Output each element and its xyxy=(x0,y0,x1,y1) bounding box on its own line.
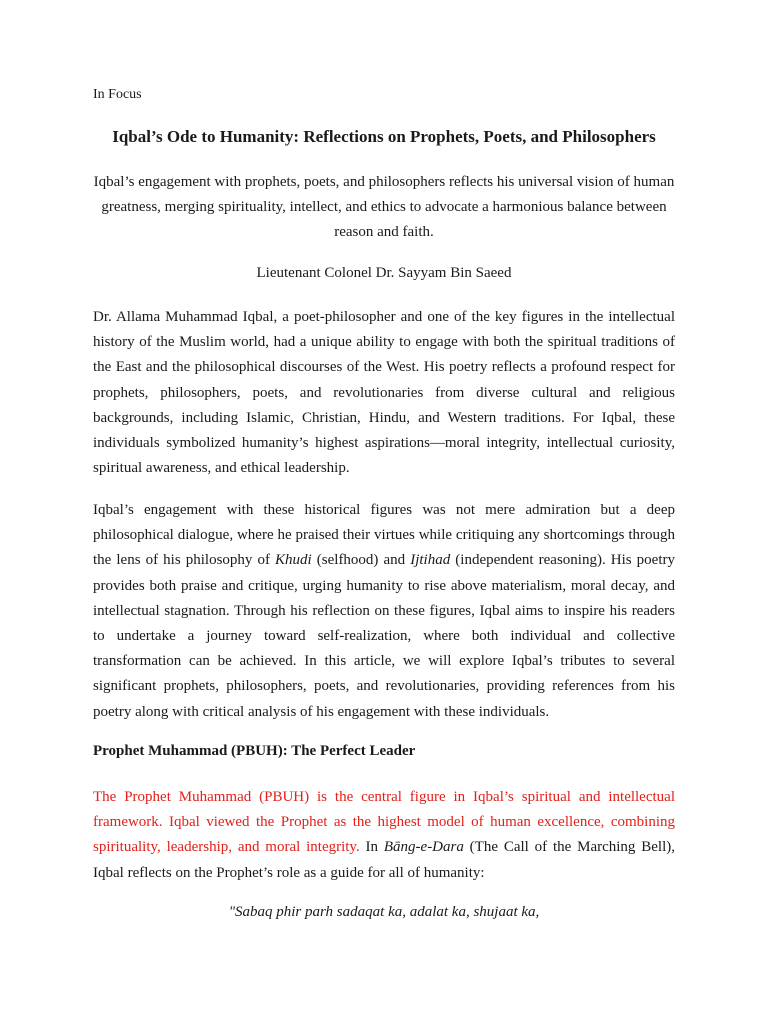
paragraph-text: Iqbal’s engagement with these historical figures was not mere admiration but a deep philosophical dialogue, where he praised their virtues while critiquing any shortcomings through the lens of his philosophy of xyxy=(93,502,675,569)
term-khudi: Khudi xyxy=(275,552,312,569)
highlighted-text: The Prophet Muhammad (PBUH) is the central figure in Iqbal’s spiritual and intellectual framework. Iqbal viewed the Prophet as the highest model of human excellence, combining spirituality, leadership, and moral integrity. xyxy=(93,789,675,856)
paragraph-text: (independent reasoning). His poetry provides both praise and critique, urging humanity to rise above materialism, moral decay, and intellectual stagnation. Through his reflection on these figures, Iqbal aims to inspire his readers to undertake a journey toward self-realization, where both individual and collective transformation can be achieved. In this article, we will explore Iqbal’s tributes to several significant prophets, philosophers, poets, and revolutionaries, providing references from his poetry along with critical analysis of his engagement with these individuals. xyxy=(93,552,675,720)
author-byline: Lieutenant Colonel Dr. Sayyam Bin Saeed xyxy=(256,265,512,281)
paragraph-intro: Dr. Allama Muhammad Iqbal, a poet-philosopher and one of the key figures in the intellectual history of the Muslim world, had a unique ability to engage with both the spiritual traditions of the East and the philosophical discourses of the West. His poetry reflects a profound respect for prophets, philosophers, poets, and revolutionaries from diverse cultural and religious backgrounds, including Islamic, Christian, Hindu, and Western traditions. For Iqbal, these individuals symbolized humanity’s highest aspirations—moral integrity, intellectual curiosity, spiritual awareness, and ethical leadership. xyxy=(93,309,675,477)
paragraph-text: (The Call of the Marching Bell), Iqbal reflects on the Prophet’s role as a guide for all of humanity: xyxy=(93,839,676,881)
poetry-quote: "Sabaq phir parh sadaqat ka, adalat ka, shujaat ka, xyxy=(228,904,540,920)
paragraph-text: In xyxy=(359,839,384,856)
section-label: In Focus xyxy=(93,87,142,102)
article-abstract: Iqbal’s engagement with prophets, poets, and philosophers reflects his universal vision of human greatness, merging spirituality, intellect, and ethics to advocate a harmonious balance between reason and faith. xyxy=(93,174,675,240)
paragraph-engagement xyxy=(93,498,675,725)
paragraph-text: (selfhood) and xyxy=(311,552,411,569)
section-heading-prophet: Prophet Muhammad (PBUH): The Perfect Leader xyxy=(93,743,416,759)
article-title: Iqbal’s Ode to Humanity: Reflections on Prophets, Poets, and Philosophers xyxy=(112,127,656,146)
paragraph-prophet xyxy=(93,785,675,886)
book-title: Bāng-e-Dara xyxy=(383,839,464,856)
term-ijtihad: Ijtihad xyxy=(410,552,451,569)
